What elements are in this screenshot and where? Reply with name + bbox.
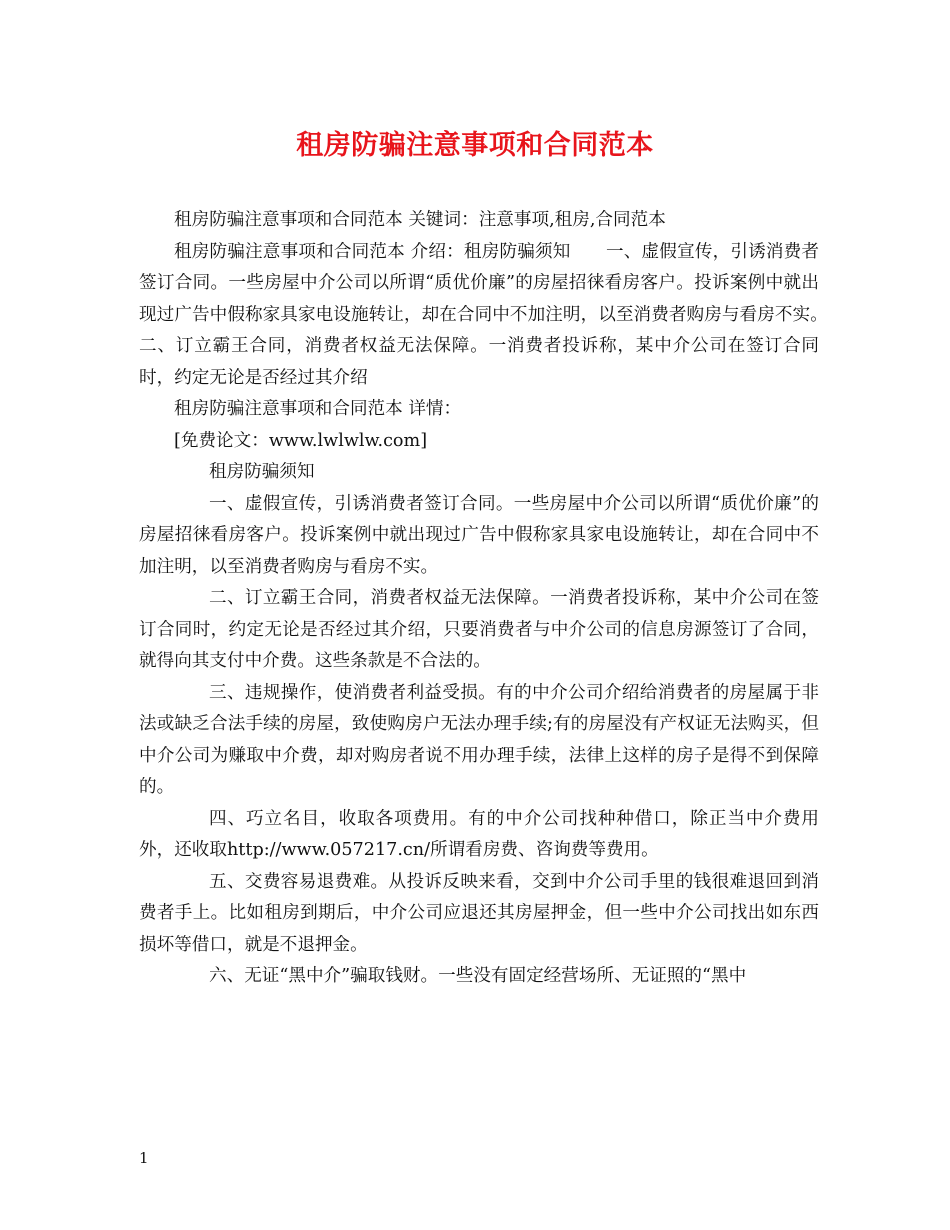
document-body — [139, 205, 855, 993]
item-paragraph-6: 六、无证“黑中介”骗取钱财。一些没有固定经营场所、无证照的“黑中 — [209, 966, 747, 986]
keywords-paragraph: 租房防骗注意事项和合同范本 关键词：注意事项,租房,合同范本 — [174, 210, 666, 230]
details-label: 租房防骗注意事项和合同范本 详情： — [174, 399, 462, 419]
item-paragraph-1: 一、虚假宣传，引诱消费者签订合同。一些房屋中介公司以所谓“质优价廉”的房屋招徕看房客户。投诉案例中就出现过广告中假称家具家电设施转让，却在合同中不加注明，以至消费者购房与看房不实。 — [139, 493, 819, 577]
item-paragraph-4: 四、巧立名目，收取各项费用。有的中介公司找种种借口，除正当中介费用外，还收取http://www.057217.cn/所谓看房费、咨询费等费用。 — [139, 808, 819, 860]
page-number: 1 — [139, 1149, 149, 1167]
item-paragraph-2: 二、订立霸王合同，消费者权益无法保障。一消费者投诉称，某中介公司在签订合同时，约定无论是否经过其介绍，只要消费者与中介公司的信息房源签订了合同，就得向其支付中介费。这些条款是不合法的。 — [139, 588, 819, 671]
document-title: 租房防骗注意事项和合同范本 — [296, 130, 654, 161]
section-heading: 租房防骗须知 — [209, 462, 315, 482]
source-link-text: [免费论文：www.lwlwlw.com] — [174, 430, 428, 451]
item-paragraph-5: 五、交费容易退费难。从投诉反映来看，交到中介公司手里的钱很难退回到消费者手上。比如租房到期后，中介公司应退还其房屋押金，但一些中介公司找出如东西损坏等借口，就是不退押金。 — [139, 871, 819, 955]
item-paragraph-3: 三、违规操作，使消费者利益受损。有的中介公司介绍给消费者的房屋属于非法或缺乏合法手续的房屋，致使购房户无法办理手续;有的房屋没有产权证无法购买，但中介公司为赚取中介费，却对购房者说不用办理手续，法律上这样的房子是得不到保障的。 — [139, 682, 819, 797]
introduction-paragraph: 租房防骗注意事项和合同范本 介绍：租房防骗须知 一、虚假宣传，引诱消费者签订合同。一些房屋中介公司以所谓“质优价廉”的房屋招徕看房客户。投诉案例中就出现过广告中假称家具家电设施转让，却在合同中不加注明，以至消费者购房与看房不实。 二、订立霸王合同，消费者权益无法保障。一消费者投诉称，某中介公司在签订合同时，约定无论是否经过其介绍 — [139, 241, 855, 388]
